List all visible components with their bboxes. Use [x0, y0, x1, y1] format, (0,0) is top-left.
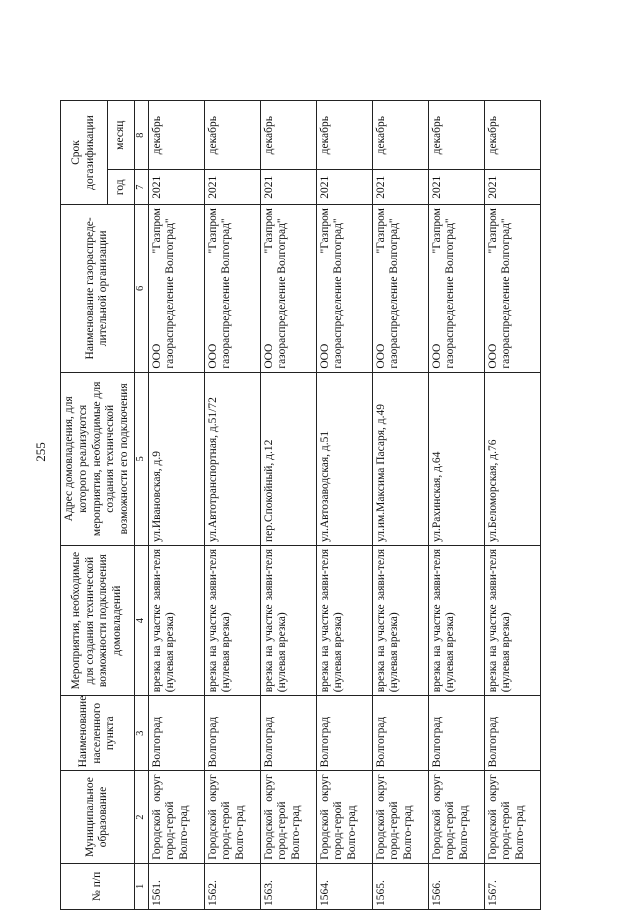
header-organization: Наименование газораспреде-лительной организации	[61, 205, 135, 373]
row-organization: ООО "Газпром газораспределение Волгоград"	[428, 205, 484, 373]
row-num: 1561.	[148, 863, 204, 909]
column-number-row	[134, 101, 148, 910]
row-settlement: Волгоград	[148, 696, 204, 771]
row-year: 2021	[316, 170, 372, 205]
header-year: год	[107, 170, 134, 205]
row-address: ул.Автотранспортная, д.51/72	[204, 372, 260, 545]
row-year: 2021	[260, 170, 316, 205]
row-measures: врезка на участке заяви-теля (нулевая врезка)	[316, 545, 372, 695]
row-address: ул.Автозаводская, д.51	[316, 372, 372, 545]
row-num: 1566.	[428, 863, 484, 909]
row-num: 1564.	[316, 863, 372, 909]
row-year: 2021	[204, 170, 260, 205]
row-municipality: Городской округ город-герой Волго-град	[260, 771, 316, 863]
row-year: 2021	[428, 170, 484, 205]
table-row	[316, 101, 372, 910]
table-row	[148, 101, 204, 910]
table-row	[484, 101, 540, 910]
row-month: декабрь	[428, 101, 484, 170]
row-num: 1562.	[204, 863, 260, 909]
row-measures: врезка на участке заяви-теля (нулевая врезка)	[204, 545, 260, 695]
row-municipality: Городской округ город-герой Волго-град	[372, 771, 428, 863]
column-number: 5	[134, 372, 148, 545]
row-measures: врезка на участке заяви-теля (нулевая врезка)	[484, 545, 540, 695]
row-municipality: Городской округ город-герой Волго-град	[204, 771, 260, 863]
row-month: декабрь	[260, 101, 316, 170]
table-row	[428, 101, 484, 910]
header-month: месяц	[107, 101, 134, 170]
row-organization: ООО "Газпром газораспределение Волгоград"	[204, 205, 260, 373]
row-num: 1565.	[372, 863, 428, 909]
row-measures: врезка на участке заяви-теля (нулевая врезка)	[148, 545, 204, 695]
row-settlement: Волгоград	[428, 696, 484, 771]
table-row	[204, 101, 260, 910]
row-month: декабрь	[484, 101, 540, 170]
row-organization: ООО "Газпром газораспределение Волгоград"	[148, 205, 204, 373]
row-address: ул.Ивановская, д.9	[148, 372, 204, 545]
row-year: 2021	[372, 170, 428, 205]
column-number: 6	[134, 205, 148, 373]
row-municipality: Городской округ город-герой Волго-град	[316, 771, 372, 863]
row-settlement: Волгоград	[372, 696, 428, 771]
row-address: ул.Рахинская, д.64	[428, 372, 484, 545]
column-number: 2	[134, 771, 148, 863]
row-month: декабрь	[372, 101, 428, 170]
row-settlement: Волгоград	[260, 696, 316, 771]
column-number: 1	[134, 863, 148, 909]
row-num: 1563.	[260, 863, 316, 909]
table-row	[372, 101, 428, 910]
row-municipality: Городской округ город-герой Волго-град	[428, 771, 484, 863]
column-number: 8	[134, 101, 148, 170]
row-organization: ООО "Газпром газораспределение Волгоград"	[372, 205, 428, 373]
row-month: декабрь	[316, 101, 372, 170]
header-num: № п/п	[61, 863, 135, 909]
header-municipality: Муниципальное образование	[61, 771, 135, 863]
row-address: ул.Беломорская, д.76	[484, 372, 540, 545]
row-address: ул.им.Максима Пасаря, д.49	[372, 372, 428, 545]
row-num: 1567.	[484, 863, 540, 909]
header-deadline: Срок догазификации	[61, 101, 108, 205]
row-organization: ООО "Газпром газораспределение Волгоград"	[316, 205, 372, 373]
header-measures: Мероприятия, необходимые для создания технической возможности подключения домовладений	[61, 545, 135, 695]
column-number: 3	[134, 696, 148, 771]
row-measures: врезка на участке заяви-теля (нулевая врезка)	[428, 545, 484, 695]
header-settlement: Наименование населенного пункта	[61, 696, 135, 771]
page-number: 255	[33, 442, 48, 462]
column-number: 7	[134, 170, 148, 205]
header-address: Адрес домовладения, для которого реализуются мероприятия, необходимые для создания технической возможности его подключения	[61, 372, 135, 545]
row-address: пер.Спокойный, д.12	[260, 372, 316, 545]
column-number: 4	[134, 545, 148, 695]
row-municipality: Городской округ город-герой Волго-град	[148, 771, 204, 863]
row-municipality: Городской округ город-герой Волго-град	[484, 771, 540, 863]
row-settlement: Волгоград	[204, 696, 260, 771]
header-row	[61, 101, 108, 910]
row-settlement: Волгоград	[316, 696, 372, 771]
row-month: декабрь	[148, 101, 204, 170]
gasification-table-container	[60, 100, 590, 910]
gasification-table	[60, 100, 541, 910]
row-settlement: Волгоград	[484, 696, 540, 771]
row-year: 2021	[148, 170, 204, 205]
row-month: декабрь	[204, 101, 260, 170]
row-organization: ООО "Газпром газораспределение Волгоград"	[260, 205, 316, 373]
row-measures: врезка на участке заяви-теля (нулевая врезка)	[260, 545, 316, 695]
row-measures: врезка на участке заяви-теля (нулевая врезка)	[372, 545, 428, 695]
row-organization: ООО "Газпром газораспределение Волгоград"	[484, 205, 540, 373]
row-year: 2021	[484, 170, 540, 205]
table-row	[260, 101, 316, 910]
